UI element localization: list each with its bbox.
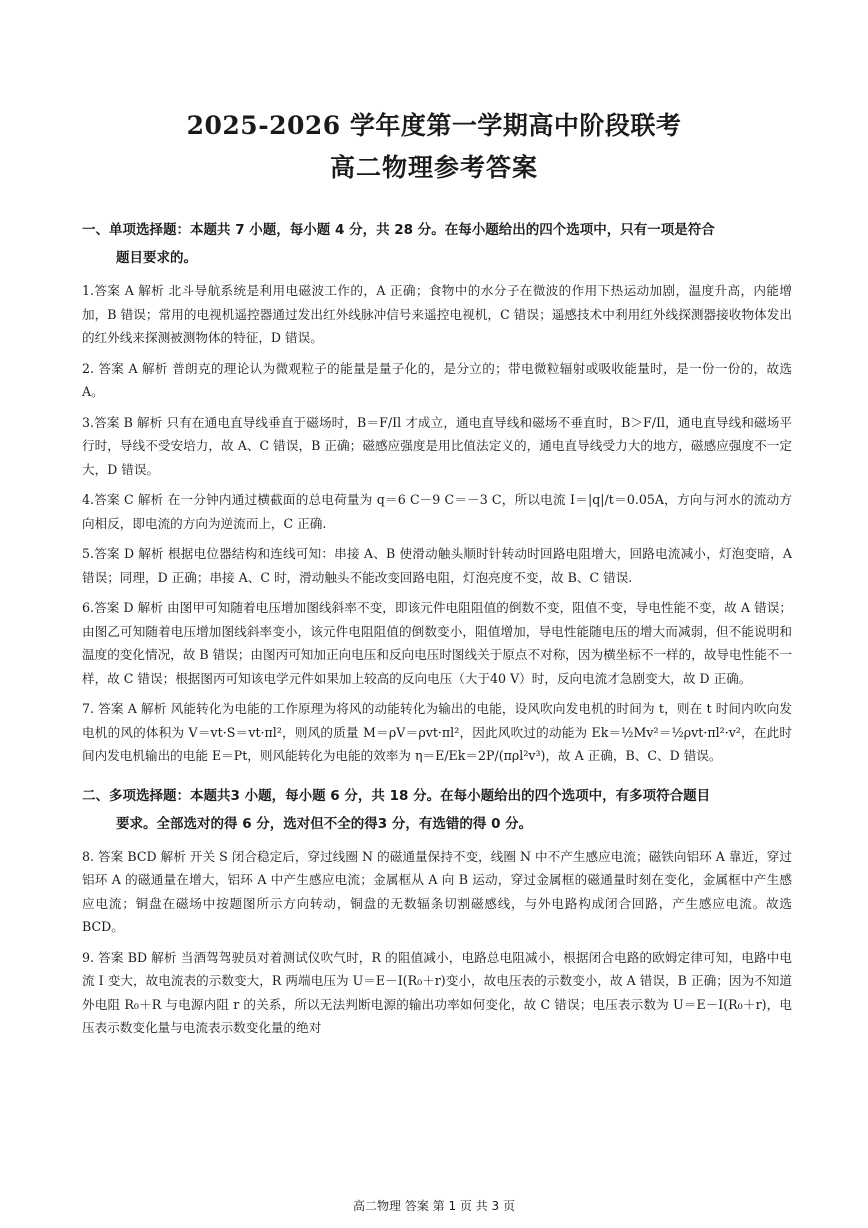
answer-paragraph: 9. 答案 BD 解析 当酒驾驾驶员对着测试仪吹气时，R 的阻值减小，电路总电阻减小，根据闭合电路的欧姆定律可知，电路中电流 I 变大，故电流表的示数变大，R 两端电压为 U＝E－I(R₀＋r)变小，故电压表的示数变小，故 A 错误，B 正确；因为不知道外电阻 R₀＋R 与电源内阻 r 的关系，所以无法判断电源的输出功率如何变化，故 C 错误；电压表示数为 U＝E－I(R₀＋r)，电压表示数变化量与电流表示数变化量的绝对 [82, 949, 792, 1035]
page-footer: 高二物理 答案 第 1 页 共 3 页 [353, 1199, 515, 1213]
answer-paragraph: 3.答案 B 解析 只有在通电直导线垂直于磁场时，B＝F/Il 才成立，通电直导线和磁场不垂直时，B＞F/Il，通电直导线和磁场平行时，导线不受安培力，故 A、C 错误，B 正确；磁感应强度是用比值法定义的，通电直导线受力大的地方，磁感应强度不一定大，D 错误。 [82, 414, 792, 477]
answer-paragraph: 4.答案 C 解析 在一分钟内通过横截面的总电荷量为 q＝6 C－9 C＝－3 C，所以电流 I＝|q|/t＝0.05A，方向与河水的流动方向相反，即电流的方向为逆流而上，C 正确. [82, 492, 792, 531]
section-heading-line: 一、单项选择题：本题共 7 小题，每小题 4 分，共 28 分。在每小题给出的四个选项中，只有一项是符合 [82, 222, 715, 238]
section-heading-line: 二、多项选择题：本题共3 小题，每小题 6 分，共 18 分。在每小题给出的四个选项中，有多项符合题目 [82, 787, 711, 804]
answer-paragraph: 1.答案 A 解析 北斗导航系统是利用电磁波工作的，A 正确；食物中的水分子在微波的作用下热运动加剧，温度升高，内能增加，B 错误；常用的电视机遥控器通过发出红外线脉冲信号来遥控电视机，C 错误；遥感技术中利用红外线探测器接收物体发出的红外线来探测被测物体的特征，D 错误。 [82, 283, 792, 345]
section-heading-single-choice [82, 216, 792, 272]
answer-paragraph: 2. 答案 A 解析 普朗克的理论认为微观粒子的能量是量子化的，是分立的；带电微粒辐射或吸收能量时，是一份一份的，故选 A。 [82, 360, 792, 399]
answer-paragraph: 5.答案 D 解析 根据电位器结构和连线可知：串接 A、B 使滑动触头顺时针转动时回路电阻增大，回路电流减小，灯泡变暗，A 错误；同理，D 正确；串接 A、C 时，滑动触头不能改变回路电阻，灯泡亮度不变，故 B、C 错误. [82, 546, 792, 585]
answer-paragraph: 7. 答案 A 解析 风能转化为电能的工作原理为将风的动能转化为输出的电能，设风吹向发电机的时间为 t，则在 t 时间内吹向发电机的风的体积为 V＝vt·S＝vt·πl²，则风的质量 M＝ρV＝ρvt·πl²，因此风吹过的动能为 Ek＝½Mv²＝½ρvt·πl²·v²，在此时间内发电机输出的电能 E＝Pt，则风能转化为电能的效率为 η＝E/Ek＝2P/(πρl²v³)，故 A 正确，B、C、D 错误。 [82, 701, 792, 763]
section-heading-line: 题目要求的。 [116, 250, 197, 266]
page-subtitle: 高二物理参考答案 [329, 153, 538, 182]
answer-content [82, 216, 792, 1040]
section-heading-multiple-choice [82, 782, 792, 838]
answer-paragraph: 6.答案 D 解析 由图甲可知随着电压增加图线斜率不变，即该元件电阻阻值的倒数不变，阻值不变，导电性能不变，故 A 错误；由图乙可知随着电压增加图线斜率变小，该元件电阻阻值的倒数变小，阻值增加，导电性能随电压的增大而减弱，但不能说明和温度的变化情况，故 B 错误；由图丙可知加正向电压和反向电压时图线关于原点不对称，因为横坐标不一样的，故导电性能不一样，故 C 错误；根据图丙可知该电学元件如果加上较高的反向电压（大于40 V）时，反向电流才急剧变大，故 D 正确。 [82, 600, 792, 686]
answer-paragraph: 8. 答案 BCD 解析 开关 S 闭合稳定后，穿过线圈 N 的磁通量保持不变，线圈 N 中不产生感应电流；磁铁向铝环 A 靠近，穿过铝环 A 的磁通量在增大，铝环 A 中产生感应电流；金属框从 A 向 B 运动，穿过金属框的磁通量时刻在变化，金属框中产生感应电流；铜盘在磁场中按题图所示方向转动，铜盘的无数辐条切割磁感线，与外电路构成闭合回路，产生感应电流。故选 BCD。 [82, 848, 792, 934]
section-heading-line: 要求。全部选对的得 6 分，选对但不全的得3 分，有选错的得 0 分。 [116, 815, 533, 832]
page-title: 2025-2026 学年度第一学期高中阶段联考 [186, 111, 682, 140]
section-spacer [82, 768, 792, 782]
